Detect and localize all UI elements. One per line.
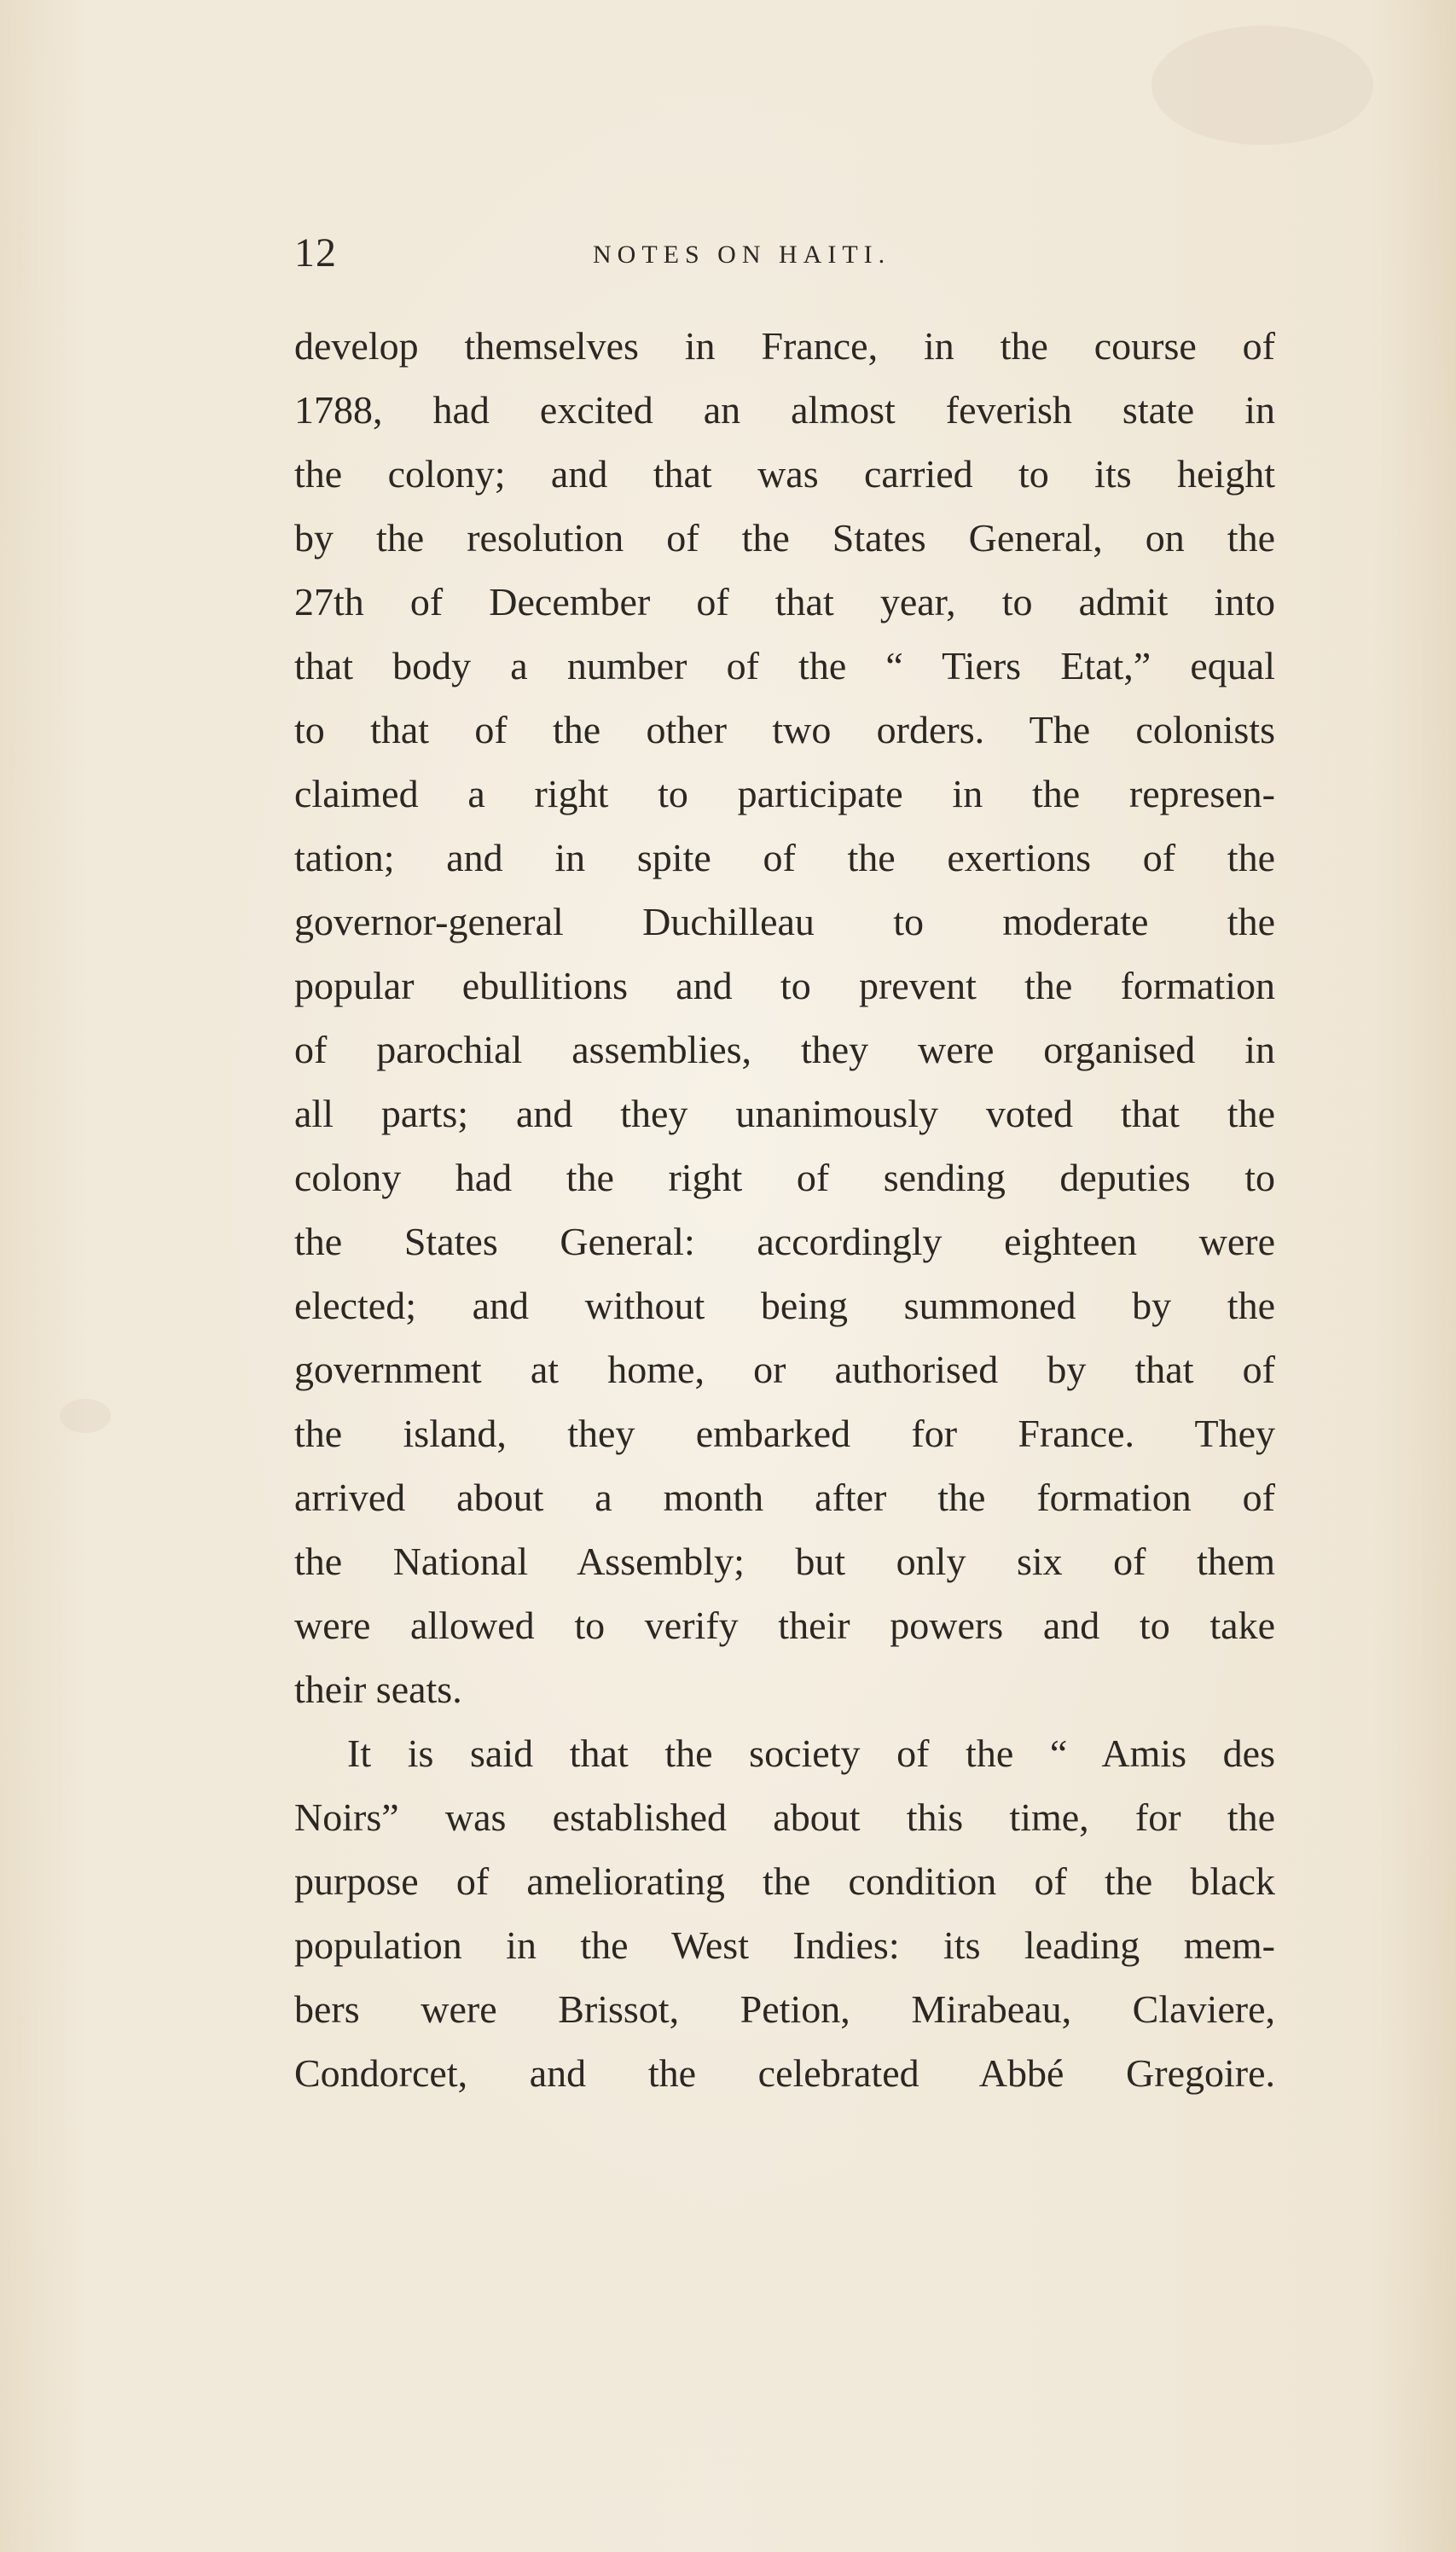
text-line: the island, they embarked for France. They bbox=[294, 1412, 1275, 1455]
text-line: bers were Brissot, Petion, Mirabeau, Claviere, bbox=[294, 1987, 1275, 2031]
text-line: population in the West Indies: its leading mem- bbox=[294, 1923, 1275, 1967]
text-line: the colony; and that was carried to its height bbox=[294, 452, 1275, 496]
text-line: to that of the other two orders. The colonists bbox=[294, 708, 1275, 751]
text-line: the States General: accordingly eighteen were bbox=[294, 1220, 1275, 1263]
text-line: It is said that the society of the “ Amis des bbox=[347, 1731, 1275, 1775]
text-line: Condorcet, and the celebrated Abbé Gregoire. bbox=[294, 2051, 1275, 2095]
text-line: purpose of ameliorating the condition of the black bbox=[294, 1859, 1275, 1903]
text-line: colony had the right of sending deputies to bbox=[294, 1156, 1275, 1199]
text-line: government at home, or authorised by that of bbox=[294, 1348, 1275, 1391]
text-line: were allowed to verify their powers and to take bbox=[294, 1604, 1275, 1647]
text-line: the National Assembly; but only six of them bbox=[294, 1540, 1275, 1583]
text-line: 27th of December of that year, to admit into bbox=[294, 580, 1275, 624]
text-line: all parts; and they unanimously voted that the bbox=[294, 1092, 1275, 1135]
text-line: tation; and in spite of the exertions of the bbox=[294, 836, 1275, 879]
paper-speck bbox=[60, 1399, 111, 1433]
text-line: that body a number of the “ Tiers Etat,” equal bbox=[294, 644, 1275, 687]
page-body-text bbox=[294, 314, 1275, 2114]
text-line: 1788, had excited an almost feverish state in bbox=[294, 388, 1275, 432]
text-line: arrived about a month after the formation of bbox=[294, 1476, 1275, 1519]
paper-stain bbox=[1151, 26, 1373, 145]
text-line: popular ebullitions and to prevent the formation bbox=[294, 964, 1275, 1007]
text-line: their seats. bbox=[294, 1668, 462, 1711]
text-line: develop themselves in France, in the course of bbox=[294, 324, 1275, 368]
text-line: elected; and without being summoned by the bbox=[294, 1284, 1275, 1327]
text-line: of parochial assemblies, they were organised in bbox=[294, 1028, 1275, 1071]
page-number: 12 bbox=[294, 230, 337, 276]
running-title: NOTES ON HAITI. bbox=[593, 241, 891, 269]
text-line: by the resolution of the States General, on the bbox=[294, 516, 1275, 560]
text-line: governor-general Duchilleau to moderate the bbox=[294, 900, 1275, 943]
page-header bbox=[294, 223, 1275, 283]
text-line: claimed a right to participate in the represen- bbox=[294, 772, 1275, 815]
text-line: Noirs” was established about this time, for the bbox=[294, 1795, 1275, 1839]
